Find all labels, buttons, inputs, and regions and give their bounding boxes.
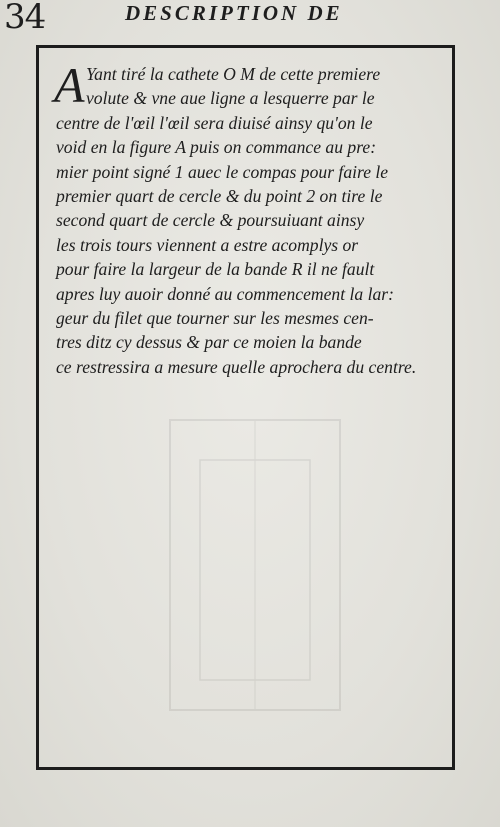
body-text [54, 57, 436, 379]
text-line-8: les trois tours viennent a estre acomplys or [56, 234, 359, 255]
text-line-11: geur du filet que tourner sur les mesmes cen- [56, 308, 374, 329]
text-line-6: premier quart de cercle & du point 2 on tire le [56, 186, 383, 207]
text-line-10: apres luy auoir donné au commencement la lar: [56, 283, 394, 304]
text-line-5: mier point signé 1 auec le compas pour faire le [56, 161, 389, 182]
text-line-12: tres ditz cy dessus & par ce moien la bande [56, 332, 362, 353]
text-line-7: second quart de cercle & poursuiuant ainsy [56, 210, 365, 231]
page-number: 34 [4, 0, 46, 37]
text-line-2: volute & vne aue ligne a lesquerre par le [86, 88, 375, 109]
text-line-13: ce restressira a mesure quelle aprochera du centre. [56, 356, 417, 377]
text-line-9: pour faire la largeur de la bande R il ne fault [56, 259, 375, 280]
text-line-1: Yant tiré la cathete O M de cette premiere [86, 64, 381, 84]
running-head: DESCRIPTION DE [125, 1, 343, 25]
drop-cap: A [54, 57, 85, 113]
text-line-4: void en la figure A puis on commance au pre: [56, 137, 377, 158]
bleed-through-illustration [130, 400, 380, 730]
text-line-3: centre de l'œil l'œil sera diuisé ainsy qu'on le [56, 112, 373, 133]
